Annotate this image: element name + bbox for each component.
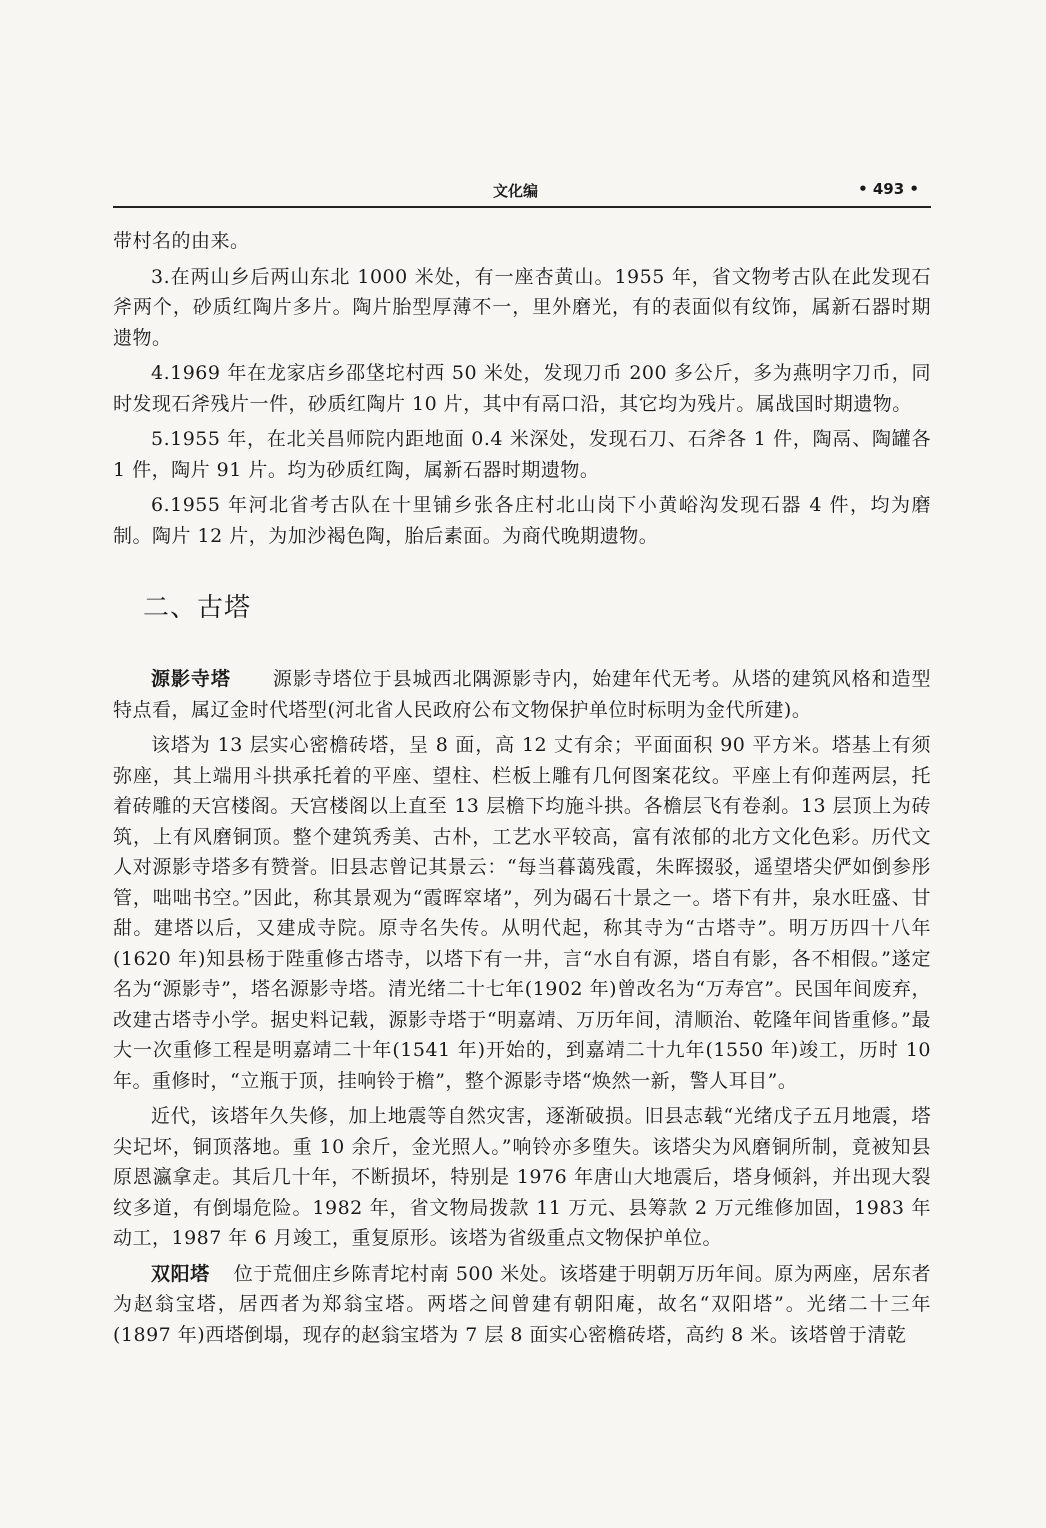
paragraph: 近代，该塔年久失修，加上地震等自然灾害，逐渐破损。旧县志载“光绪戊子五月地震，塔尖圮坏，铜顶落地。重 10 余斤，金光照人。”响铃亦多堕失。该塔尖为风磨铜所制，竟被知县原恩瀛拿走。其后几十年，不断损坏，特别是 1976 年唐山大地震后，塔身倾斜，并出现大裂纹多道，有倒塌危险。1982 年，省文物局拨款 11 万元、县筹款 2 万元维修加固，1983 年动工，1987 年 6 月竣工，重复原形。该塔为省级重点文物保护单位。: [113, 1105, 931, 1249]
paragraph: 6.1955 年河北省考古队在十里铺乡张各庄村北山岗下小黄峪沟发现石器 4 件，均为磨制。陶片 12 片，为加沙褐色陶，胎后素面。为商代晚期遗物。: [113, 494, 931, 547]
paragraph: 5.1955 年，在北关昌师院内距地面 0.4 米深处，发现石刀、石斧各 1 件，陶鬲、陶罐各 1 件，陶片 91 片。均为砂质红陶，属新石器时期遗物。: [113, 428, 931, 481]
paragraph: 4.1969 年在龙家店乡邵垡坨村西 50 米处，发现刀币 200 多公斤，多为燕明字刀币，同时发现石斧残片一件，砂质红陶片 10 片，其中有鬲口沿，其它均为残片。属战国时期遗物。: [113, 362, 931, 415]
entry-text: 源影寺塔位于县城西北隅源影寺内，始建年代无考。从塔的建筑风格和造型特点看，属辽金时代塔型(河北省人民政府公布文物保护单位时标明为金代所建)。: [113, 668, 931, 721]
page-body: [113, 226, 931, 1355]
section-heading: 二、古塔: [143, 593, 252, 623]
entry-shuangyang-intro: [113, 1259, 931, 1351]
header-title: 文化编: [493, 182, 539, 200]
paragraph: 带村名的由来。: [113, 230, 250, 252]
entry-yuanying-intro: [113, 664, 931, 725]
running-header: [113, 180, 931, 208]
paragraph: 该塔为 13 层实心密檐砖塔，呈 8 面，高 12 丈有余；平面面积 90 平方米。塔基上有须弥座，其上端用斗拱承托着的平座、望柱、栏板上雕有几何图案花纹。平座上有仰莲两层，托着砖雕的天宫楼阁。天宫楼阁以上直至 13 层檐下均施斗拱。各檐层飞有卷刹。13 层顶上为砖筑，上有风磨铜顶。整个建筑秀美、古朴，工艺水平较高，富有浓郁的北方文化色彩。历代文人对源影寺塔多有赞誉。旧县志曾记其景云：“每当暮蔼残霞，朱晖掇驳，遥望塔尖俨如倒参彤管，咄咄书空。”因此，称其景观为“霞晖窣堵”，列为碣石十景之一。塔下有井，泉水旺盛、甘甜。建塔以后，又建成寺院。原寺名失传。从明代起，称其寺为“古塔寺”。明万历四十八年(1620 年)知县杨于陛重修古塔寺，以塔下有一井，言“水自有源，塔自有影，各不相假。”遂定名为“源影寺”，塔名源影寺塔。清光绪二十七年(1902 年)曾改名为“万寿宫”。民国年间废弃，改建古塔寺小学。据史料记载，源影寺塔于“明嘉靖、万历年间，清顺治、乾隆年间皆重修。”最大一次重修工程是明嘉靖二十年(1541 年)开始的，到嘉靖二十九年(1550 年)竣工，历时 10 年。重修时，“立瓶于顶，挂响铃于檐”，整个源影寺塔“焕然一新，警人耳目”。: [113, 734, 931, 1092]
entry-term: 双阳塔: [151, 1262, 210, 1285]
paragraph: 3.在两山乡后两山东北 1000 米处，有一座杏黄山。1955 年，省文物考古队在此发现石斧两个，砂质红陶片多片。陶片胎型厚薄不一，里外磨光，有的表面似有纹饰，属新石器时期遗物。: [113, 265, 931, 349]
entry-term: 源影寺塔: [151, 668, 231, 690]
entry-text: 位于荒佃庄乡陈青坨村南 500 米处。该塔建于明朝万历年间。原为两座，居东者为赵翁宝塔，居西者为郑翁宝塔。两塔之间曾建有朝阳庵，故名“双阳塔”。光绪二十三年(1897 年)西塔倒塌，现存的赵翁宝塔为 7 层 8 面实心密檐砖塔，高约 8 米。该塔曾于清乾: [113, 1262, 931, 1346]
page-number: • 493 •: [858, 180, 919, 198]
